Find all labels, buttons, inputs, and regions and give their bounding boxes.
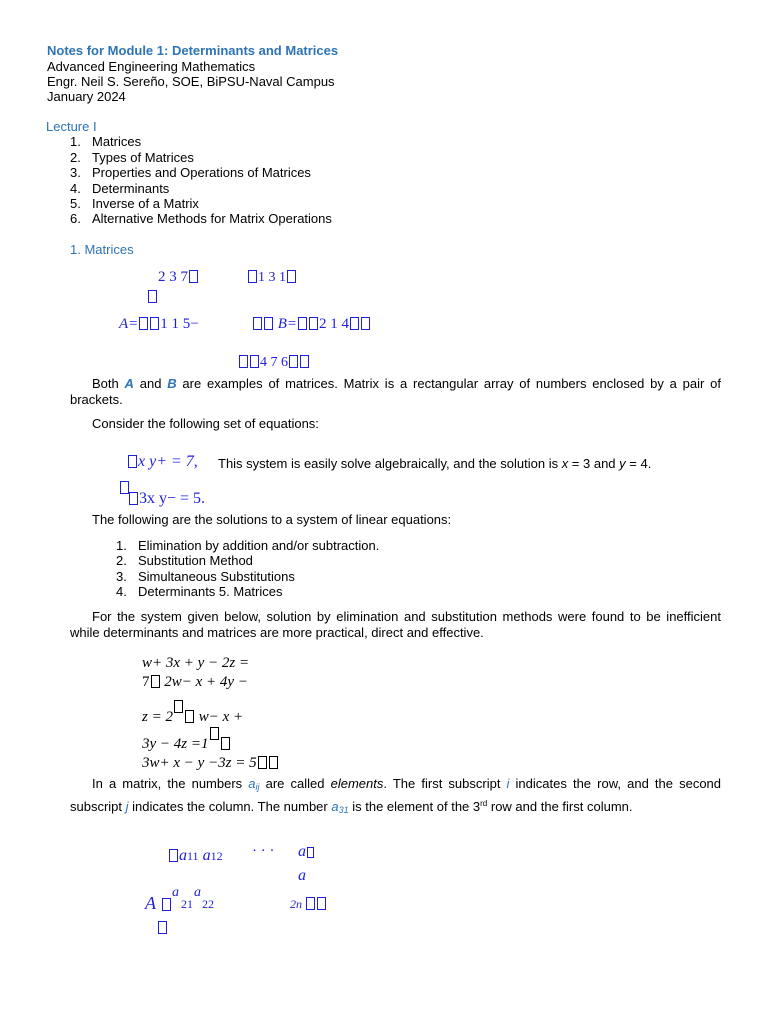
list-item: 4. Determinants	[70, 181, 170, 196]
matrix-b-bottom-row: 4 7 6	[238, 355, 310, 371]
course-name: Advanced Engineering Mathematics	[47, 59, 256, 74]
list-item: 3. Simultaneous Substitutions	[116, 569, 295, 584]
paragraph-system-intro: For the system given below, solution by elimination and substitution methods were found to be inefficient while determinants and matrices are more practical, direct and effective.	[70, 609, 721, 640]
general-matrix-sub21: 21	[181, 897, 193, 911]
document-title: Notes for Module 1: Determinants and Matrices	[47, 43, 339, 58]
system-line: 3y − 4z =1	[142, 727, 231, 753]
date-line: January 2024	[47, 89, 126, 104]
general-matrix-sub2n: 2n	[290, 897, 302, 911]
section-heading: 1. Matrices	[70, 242, 134, 257]
consider-text: Consider the following set of equations:	[92, 416, 319, 431]
author-line: Engr. Neil S. Sereño, SOE, BiPSU-Naval Campus	[47, 74, 335, 89]
equation-2: 3x y− = 5.	[128, 490, 205, 508]
list-item: 3. Properties and Operations of Matrices	[70, 165, 311, 180]
list-item: 6. Alternative Methods for Matrix Operations	[70, 211, 332, 226]
general-matrix-sub22: 22	[202, 897, 214, 911]
matrix-a-top-row: 2 3 7	[158, 269, 199, 286]
general-matrix-a2n: a	[298, 867, 306, 884]
solutions-intro: The following are the solutions to a system of linear equations:	[92, 512, 452, 527]
bracket-glyph	[147, 289, 158, 306]
matrix-b-top-row: 1 3 1	[247, 270, 297, 286]
system-line: 7 2w− x + 4y −	[142, 674, 248, 690]
list-item: 4. Determinants 5. Matrices	[116, 584, 283, 599]
list-item: 2. Types of Matrices	[70, 150, 194, 165]
paragraph-matrix-definition: Both A and B are examples of matrices. Matrix is a rectangular array of numbers enclosed by a pair of brackets.	[70, 376, 721, 407]
list-item: 5. Inverse of a Matrix	[70, 196, 199, 211]
equation-note: This system is easily solve algebraically, and the solution is x = 3 and y = 4.	[218, 456, 652, 471]
system-line: w+ 3x + y − 2z =	[142, 655, 250, 671]
general-matrix-a21: a	[172, 885, 179, 900]
list-item: 2. Substitution Method	[116, 553, 253, 568]
general-matrix-row-1: a11 a12	[168, 847, 223, 865]
general-matrix-dots: · · ·	[252, 843, 275, 859]
system-line: 3w+ x − y −3z = 5	[142, 755, 279, 772]
matrix-b-mid-row: B= 2 1 4	[252, 316, 371, 333]
general-matrix-a1n: a	[298, 843, 315, 861]
bracket-glyph	[157, 919, 168, 937]
paragraph-elements: In a matrix, the numbers $a_{ij}$ are called elements. The first subscript i indicates the row, and the second subscript j indicates the column. The number $a_{31}$ is the element of the 3rd row and the first column.	[70, 776, 722, 815]
general-matrix-label: A	[145, 893, 172, 914]
matrix-a-mid-row: A= 1 1 5−	[119, 316, 199, 332]
system-line: z = 2 w− x +	[142, 700, 243, 726]
equation-1: x y+ = 7,	[127, 453, 198, 471]
list-item: 1. Elimination by addition and/or subtraction.	[116, 538, 380, 553]
lecture-heading: Lecture I	[46, 119, 97, 134]
general-matrix-a22: a	[194, 885, 201, 900]
list-item: 1. Matrices	[70, 134, 142, 149]
bracket-glyph	[305, 895, 327, 913]
